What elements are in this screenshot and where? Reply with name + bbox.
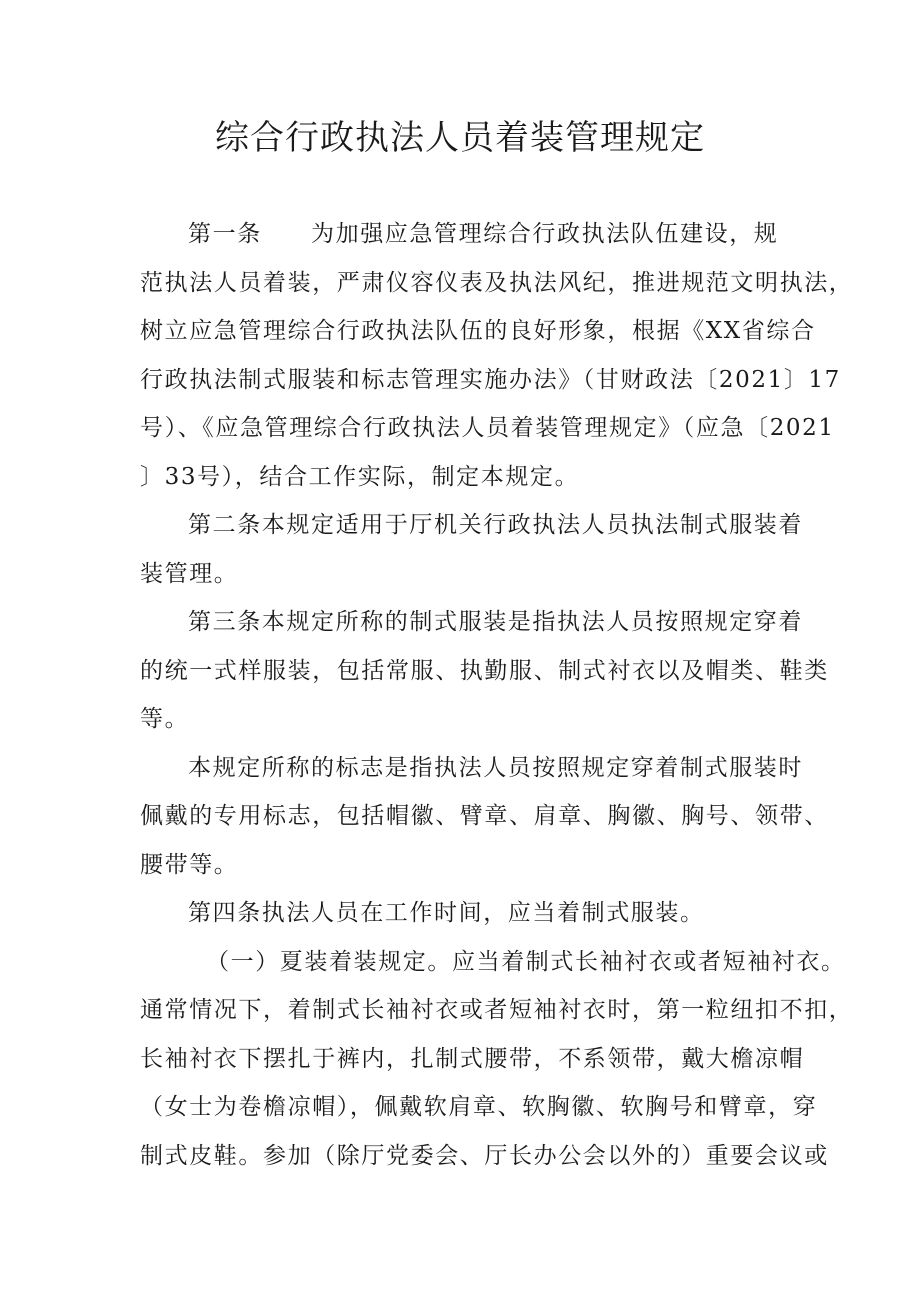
article-1-line-1: 第一条 为加强应急管理综合行政执法队伍建设，规 xyxy=(188,221,779,247)
article-3-para-2-line-1: 本规定所称的标志是指执法人员按照规定穿着制式服装时 xyxy=(188,754,803,781)
article-3-line-2: 的统一式样服装，包括常服、执勤服、制式衬衣以及帽类、鞋类 xyxy=(140,657,829,684)
article-1-line-3: 树立应急管理综合行政执法队伍的良好形象，根据《XX省综合 xyxy=(140,318,816,344)
article-3-line-3: 等。 xyxy=(140,706,190,732)
article-2-line-2: 装管理。 xyxy=(140,560,239,587)
article-1-line-5: 号）、《应急管理综合行政执法人员着装管理规定》（应急〔2021 xyxy=(140,415,835,441)
article-1-line-2: 范执法人员着装，严肃仪容仪表及执法风纪，推进规范文明执法， xyxy=(140,269,854,296)
document-title: 综合行政执法人员着装管理规定 xyxy=(215,118,705,158)
article-1-line-6: 〕33号），结合工作实际，制定本规定。 xyxy=(140,463,580,490)
article-3-para-2-line-2: 佩戴的专用标志，包括帽徽、臂章、肩章、胸徽、胸号、领带、 xyxy=(140,803,829,829)
article-4-line-1: 第四条执法人员在工作时间，应当着制式服装。 xyxy=(188,900,705,926)
document-body xyxy=(140,210,854,1180)
article-4-item-1-line-2: 通常情况下，着制式长袖衬衣或者短袖衬衣时，第一粒纽扣不扣， xyxy=(140,997,854,1023)
article-3-para-2-line-3: 腰带等。 xyxy=(140,851,239,878)
article-2-line-1: 第二条本规定适用于厅机关行政执法人员执法制式服装着 xyxy=(188,512,803,538)
article-4-item-1-line-1: （一）夏装着装规定。应当着制式长袖衬衣或者短袖衬衣。 xyxy=(206,948,846,975)
article-3-line-1: 第三条本规定所称的制式服装是指执法人员按照规定穿着 xyxy=(188,609,803,635)
article-1-line-4: 行政执法制式服装和标志管理实施办法》（甘财政法〔2021〕17 xyxy=(140,366,841,393)
article-4-item-1-line-5: 制式皮鞋。参加（除厅党委会、厅长办公会以外的）重要会议或 xyxy=(140,1142,829,1169)
article-4-item-1-line-4: （女士为卷檐凉帽），佩戴软肩章、软胸徽、软胸号和臂章，穿 xyxy=(140,1094,818,1120)
article-4-item-1-line-3: 长袖衬衣下摆扎于裤内，扎制式腰带，不系领带，戴大檐凉帽 xyxy=(140,1045,805,1072)
